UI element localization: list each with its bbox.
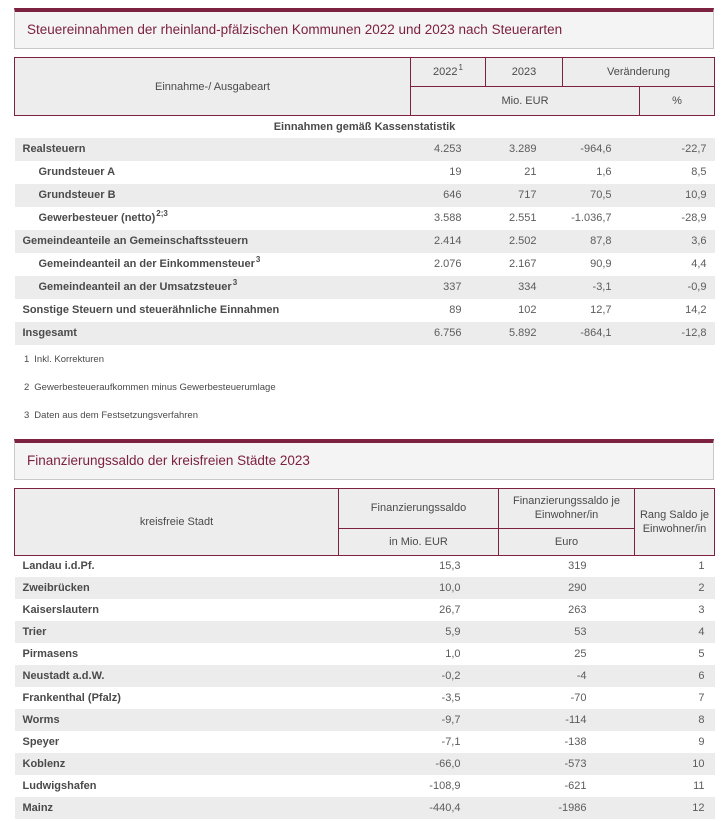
value-saldo: 15,3 [439,560,461,573]
t1-header-unit-mio-eur: Mio. EUR [411,87,640,116]
value-change-percent: 10,9 [685,189,707,201]
value-rank: 4 [698,626,705,638]
city-name: Mainz [22,802,54,814]
value-saldo: -0,2 [441,670,461,682]
t2-header-saldo-je-einwohner: Finanzierungssaldo je Einwohner/in [499,488,635,528]
tax-table-body [15,138,715,345]
value-saldo-per-capita: 290 [568,582,587,594]
city-name: Worms [22,714,60,726]
value-saldo: 5,9 [445,626,461,638]
value-change-abs: 12,7 [590,304,612,316]
city-name: Zweibrücken [22,582,90,594]
table-row [15,161,715,184]
t2-header-rang: Rang Saldo je Einwohner/in [635,488,715,555]
value-change-abs: 90,9 [590,258,612,270]
row-label-text: Realsteuern [22,143,86,155]
value-rank: 1 [698,560,705,573]
value-change-percent: 14,2 [685,304,707,316]
footnote-number: 2 [24,381,30,393]
value-rank: 3 [698,604,705,616]
spacer [14,49,714,57]
row-label-text: Gemeindeanteil an der Umsatzsteuer [38,281,232,293]
footnote-text: Daten aus dem Festsetzungsverfahren [34,409,198,421]
row-label [15,276,411,299]
value-2022: 646 [443,189,462,201]
value-rank: 10 [692,758,705,770]
table-row [15,577,715,599]
value-2022: 89 [449,304,462,316]
t1-section-row [15,116,715,138]
value-saldo-per-capita: 25 [574,648,587,660]
value-saldo: -3,5 [441,692,461,704]
footnote-number: 3 [24,409,30,421]
value-change-abs: -3,1 [592,281,612,293]
value-2022: 2.076 [433,258,462,270]
value-change-percent: -28,9 [681,212,707,224]
value-2022: 6.756 [433,327,462,339]
value-saldo-per-capita: -4 [576,670,587,682]
value-2022: 4.253 [433,143,462,155]
value-saldo-per-capita: 263 [568,604,587,616]
footnote [24,411,714,421]
table-row [15,797,715,819]
table-row [15,299,715,322]
table-row [15,184,715,207]
financing-balance-section [14,439,714,820]
value-2023: 3.289 [508,143,537,155]
value-change-percent: -0,9 [687,281,707,293]
t2-header-finanzierungssaldo: Finanzierungssaldo [339,488,499,528]
value-change-abs: 1,6 [596,166,612,178]
city-name: Frankenthal (Pfalz) [22,692,121,704]
footnote [24,355,714,365]
value-rank: 2 [698,582,705,594]
spacer [14,480,714,488]
city-name: Neustadt a.d.W. [22,670,105,682]
tax-section-title-box [14,8,714,49]
value-change-percent: -22,7 [681,143,707,155]
footnote-number: 1 [24,353,30,365]
city-name: Kaiserslautern [22,604,99,616]
value-saldo: 1,0 [445,648,461,660]
value-change-abs: -1.036,7 [571,212,612,224]
value-2022: 19 [449,166,462,178]
value-saldo: 10,0 [439,582,461,594]
table-row [15,138,715,161]
value-rank: 5 [698,648,705,660]
value-rank: 6 [698,670,705,682]
value-saldo-per-capita: -70 [570,692,587,704]
value-saldo-per-capita: 53 [574,626,587,638]
value-rank: 8 [698,714,705,726]
table-row [15,643,715,665]
value-rank: 11 [693,780,705,792]
value-change-percent: -12,8 [681,327,707,339]
city-name: Ludwigshafen [22,780,97,792]
value-saldo-per-capita: 319 [568,560,587,573]
value-saldo: -440,4 [429,802,461,814]
value-saldo: -66,0 [435,758,461,770]
financing-table-header [15,488,715,555]
row-label [15,322,411,345]
t1-header-2022 [411,58,486,87]
table-row [15,687,715,709]
table-row [15,753,715,775]
t2-header-unit-euro: Euro [499,528,635,555]
t1-header-2022-label: 2022 [433,66,458,78]
value-saldo-per-capita: -114 [565,714,587,726]
financing-section-title: Finanzierungssaldo der kreisfreien Städte 2023 [27,452,310,468]
row-label-text: Grundsteuer B [38,189,116,201]
row-label [15,207,411,230]
value-change-abs: 70,5 [590,189,612,201]
row-label [15,230,411,253]
tax-table-header [15,58,715,116]
footnote-text: Gewerbesteueraufkommen minus Gewerbesteuerumlage [34,381,276,393]
table-row [15,665,715,687]
value-saldo: -9,7 [441,714,461,726]
tax-section-title: Steuereinnahmen der rheinland-pfälzischen Kommunen 2022 und 2023 nach Steuerarten [27,22,563,37]
table-row [15,207,715,230]
value-saldo: -7,1 [441,736,461,748]
table-row [15,230,715,253]
tax-revenue-table [14,57,715,345]
t1-header-2023: 2023 [486,58,563,87]
value-saldo-per-capita: -1986 [558,802,587,814]
footnote-text: Inkl. Korrekturen [34,353,104,365]
city-name: Landau i.d.Pf. [22,560,95,573]
table-row [15,709,715,731]
table-row [15,775,715,797]
t1-header-2022-footnote-ref: 1 [458,63,463,73]
table-row [15,322,715,345]
row-label-text: Gemeindeanteil an der Einkommensteuer [38,258,255,270]
row-label-text: Gewerbesteuer (netto) [38,212,156,224]
value-2023: 21 [524,166,537,178]
table-row [15,555,715,577]
table-row [15,253,715,276]
footnote [24,383,714,393]
city-name: Koblenz [22,758,66,770]
row-label [15,253,411,276]
value-saldo-per-capita: -621 [564,780,587,792]
row-label-text: Sonstige Steuern und steuerähnliche Einnahmen [22,304,280,316]
value-change-abs: -964,6 [580,143,612,155]
city-name: Trier [22,626,47,638]
table-row [15,731,715,753]
t2-header-stadt: kreisfreie Stadt [15,488,339,555]
table-row [15,621,715,643]
value-2022: 2.414 [433,235,462,247]
financing-balance-table [14,488,715,820]
table-row [15,599,715,621]
value-2023: 2.502 [508,235,537,247]
value-rank: 9 [698,736,705,748]
city-name: Pirmasens [22,648,79,660]
row-footnote-ref: 3 [255,255,261,265]
value-2023: 2.167 [508,258,537,270]
tax-revenue-section [14,8,714,421]
row-label [15,138,411,161]
table-row [15,276,715,299]
t1-section-heading: Einnahmen gemäß Kassenstatistik [273,120,456,133]
value-2022: 3.588 [433,212,462,224]
value-rank: 7 [698,692,705,704]
financing-table-body [15,555,715,819]
value-change-abs: -864,1 [580,327,612,339]
footnotes [24,355,714,421]
value-2023: 102 [518,304,537,316]
value-2023: 717 [518,189,537,201]
row-label-text: Insgesamt [22,327,77,339]
t1-header-einnahmeart: Einnahme-/ Ausgabeart [15,58,411,116]
value-saldo-per-capita: -138 [564,736,587,748]
city-name: Speyer [22,736,60,748]
value-saldo-per-capita: -573 [564,758,587,770]
value-change-percent: 3,6 [691,235,707,247]
value-2022: 337 [443,281,462,293]
row-label [15,299,411,322]
value-rank: 12 [692,802,705,814]
row-label [15,184,411,207]
row-label [15,161,411,184]
value-saldo: 26,7 [439,604,461,616]
value-change-percent: 8,5 [691,166,707,178]
value-change-percent: 4,4 [691,258,707,270]
financing-section-title-box [14,439,714,480]
row-label-text: Grundsteuer A [38,166,116,178]
value-2023: 334 [518,281,537,293]
t1-header-veraenderung: Veränderung [563,58,715,87]
value-change-abs: 87,8 [590,235,612,247]
row-footnote-ref: 3 [232,278,238,288]
row-label-text: Gemeindeanteile an Gemeinschaftssteuern [22,235,249,247]
t1-header-unit-percent: % [640,87,715,116]
value-saldo: -108,9 [429,780,461,792]
row-footnote-ref: 2;3 [156,209,168,219]
value-2023: 2.551 [508,212,537,224]
value-2023: 5.892 [508,327,537,339]
t2-header-unit-mio-eur: in Mio. EUR [339,528,499,555]
